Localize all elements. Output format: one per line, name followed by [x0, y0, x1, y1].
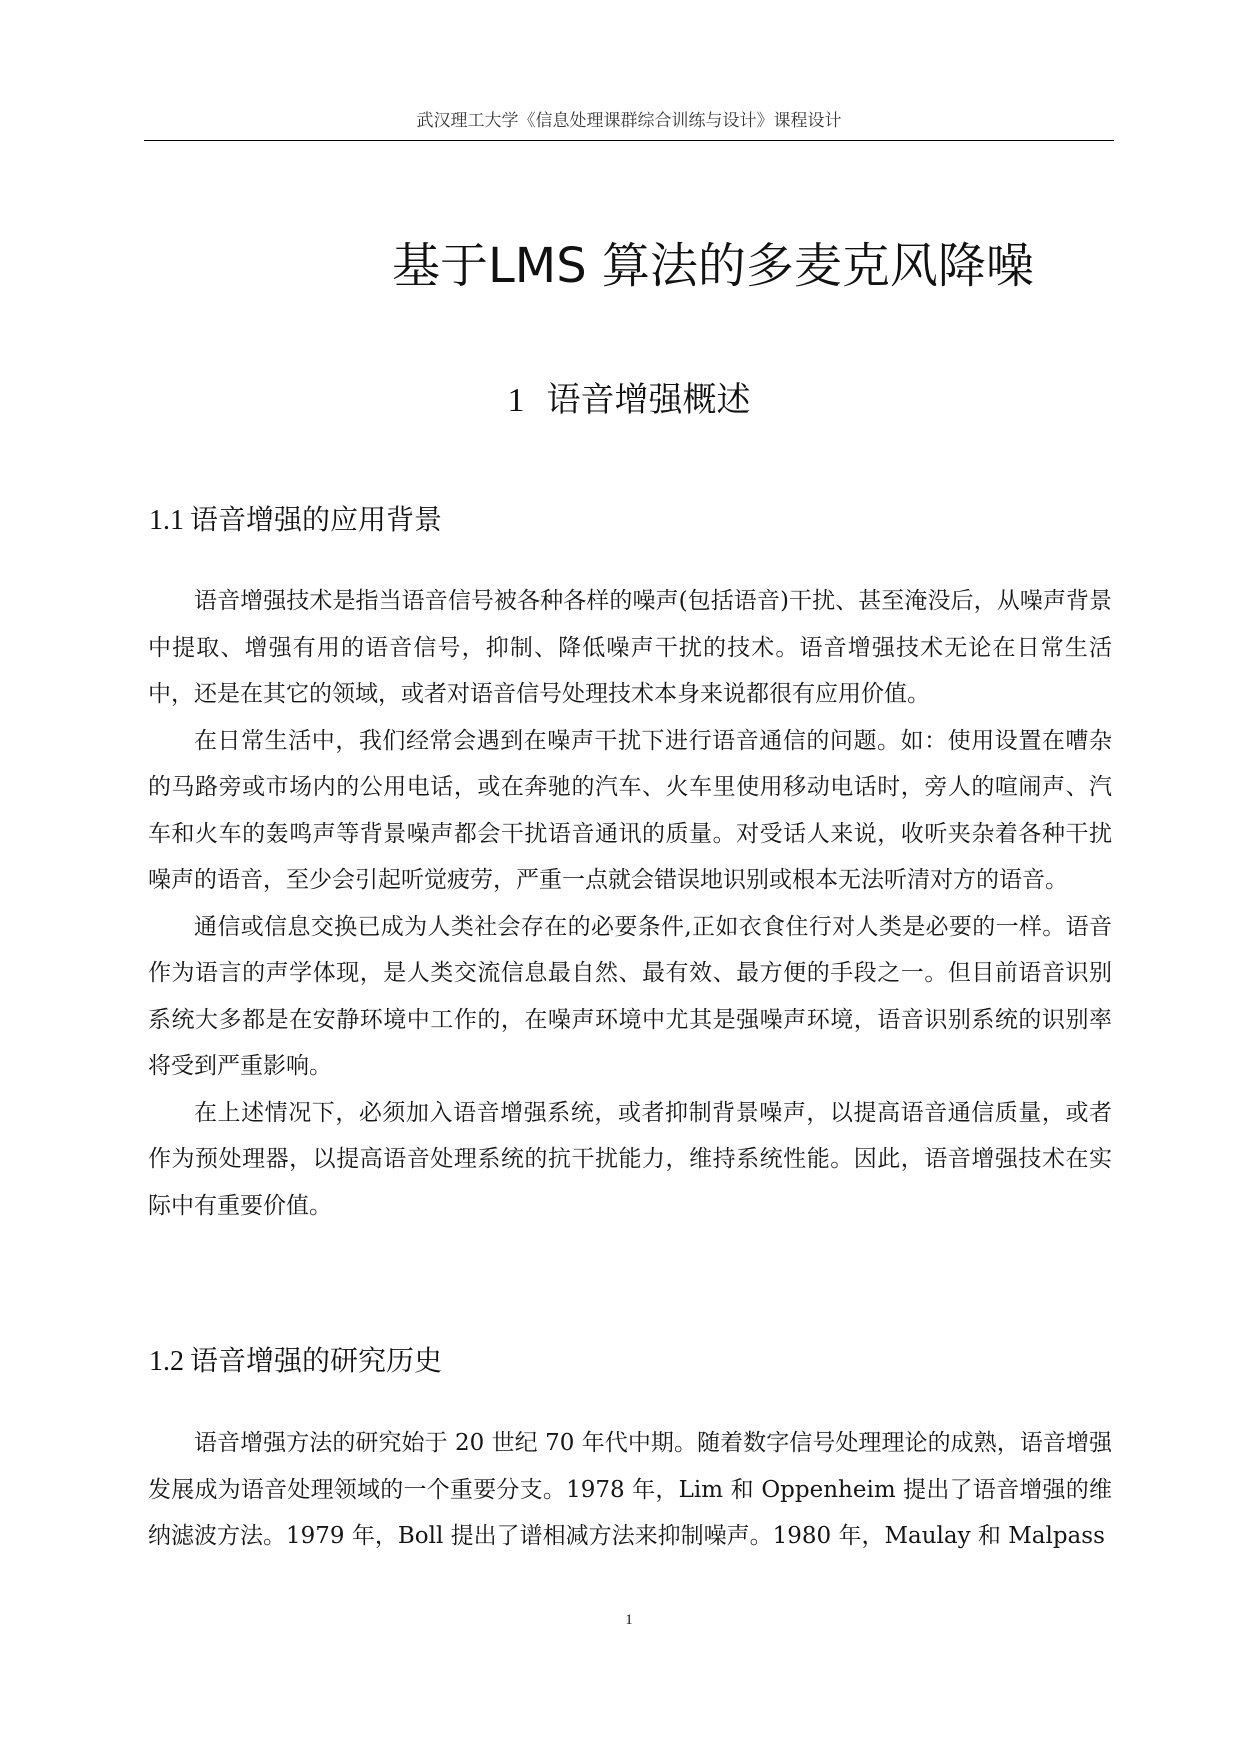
- section-heading-1-1: [149, 502, 442, 539]
- paragraph: 在上述情况下，必须加入语音增强系统，或者抑制背景噪声，以提高语音通信质量，或者作为预处理器，以提高语音处理系统的抗干扰能力，维持系统性能。因此，语音增强技术在实际中有重要价值。: [148, 1099, 1112, 1219]
- paragraph: 语音增强技术是指当语音信号被各种各样的噪声(包括语音)干扰、甚至淹没后，从噪声背景中提取、增强有用的语音信号，抑制、降低噪声干扰的技术。语音增强技术无论在日常生活中，还是在其它的领域，或者对语音信号处理技术本身来说都很有应用价值。: [148, 588, 1112, 707]
- section-number: 1.2: [149, 1346, 184, 1377]
- chapter-title: 语音增强概述: [546, 380, 751, 420]
- page-number: 1: [625, 1612, 633, 1628]
- section-title: 语音增强的研究历史: [190, 1344, 443, 1377]
- chapter-heading: [144, 378, 1114, 423]
- paragraph: 在日常生活中，我们经常会遇到在噪声干扰下进行语音通信的问题。如：使用设置在嘈杂的马路旁或市场内的公用电话，或在奔驰的汽车、火车里使用移动电话时，旁人的喧闹声、汽车和火车的轰鸣声等背景噪声都会干扰语音通讯的质量。对受话人来说，收听夹杂着各种干扰噪声的语音，至少会引起听觉疲劳，严重一点就会错误地识别或根本无法听清对方的语音。: [148, 727, 1112, 893]
- paragraph: 通信或信息交换已成为人类社会存在的必要条件,正如衣食住行对人类是必要的一样。语音作为语言的声学体现，是人类交流信息最自然、最有效、最方便的手段之一。但目前语音识别系统大多都是在安静环境中工作的，在噪声环境中尤其是强噪声环境，语音识别系统的识别率将受到严重影响。: [148, 913, 1112, 1079]
- section-title: 语音增强的应用背景: [190, 503, 443, 536]
- section-heading-1-2: [149, 1343, 442, 1380]
- section-number: 1.1: [149, 505, 184, 536]
- paragraph: 语音增强方法的研究始于 20 世纪 70 年代中期。随着数字信号处理理论的成熟，语音增强发展成为语音处理领域的一个重要分支。1978 年，Lim 和 Oppenheim 提出了语音增强的维纳滤波方法。1979 年，Boll 提出了谱相减方法来抑制噪声。1980 年，Maulay 和 Malpass: [148, 1430, 1112, 1549]
- document-title: 基于LMS 算法的多麦克风降噪: [392, 238, 1034, 294]
- running-header: 武汉理工大学《信息处理课群综合训练与设计》课程设计: [416, 111, 842, 131]
- section-body-1-2: [148, 1420, 1112, 1560]
- section-body-1-1: [148, 578, 1112, 1229]
- chapter-number: 1: [507, 382, 525, 419]
- header-divider: [144, 140, 1114, 141]
